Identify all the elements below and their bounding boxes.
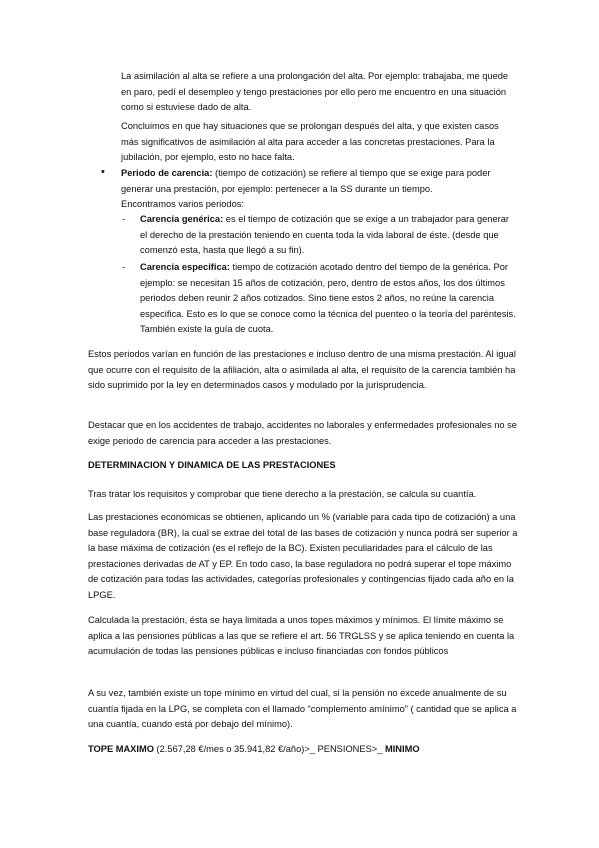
text-carencia-especifica: tiempo de cotización acotado dentro del tiempo de la genérica. Por ejemplo: se necesitan 15 años de cotización, pero, dentro de estos años, los dos últimos periodos deben reunir 2 años cotizados. Sino tiene estos 2 años, no reúne la carencia especifica. Esto es lo que se conoce como la técnica del puenteo o la teoría del paréntesis. También existe la guía de cuota.	[140, 262, 516, 335]
text-periodo-carencia: (tiempo de cotización) se refiere al tiempo que se exige para poder generar una prestación, por ejemplo: pertenecer a la SS durante un tiempo.	[121, 168, 491, 194]
paragraph-concluimos: Concluimos en que hay situaciones que se prolongan después del alta, y que existen casos más significativos de asimilación al alta para acceder a las concretas prestaciones. Para la jubilación, por ejemplo, esto no hace falta.	[121, 121, 499, 163]
tope-maximo-label: TOPE MAXIMO	[88, 744, 154, 754]
paragraph-asimilacion: La asimilación al alta se refiere a una prolongación del alta. Por ejemplo: trabajaba, me quede en paro, pedí el desempleo y tengo prestaciones por ello pero me encuentro en una situación como si estuviese dado de alta.	[121, 71, 509, 113]
paragraph-tope-minimo: A su vez, también existe un tope mínimo en virtud del cual, si la pensión no excede anualmente de su cuantía fijada en la LPG, se completa con el llamado “complemento amínimo” ( cantidad que se aplica a una cuantía, cuando está por debajo del mínimo).	[88, 688, 517, 730]
paragraph-tras: Tras tratar los requisitos y comprobar que tiene derecho a la prestación, se calcula su cuantía.	[88, 489, 477, 499]
final-line	[88, 742, 518, 758]
paragraph-encontramos: Encontramos varios periodos:	[121, 199, 244, 209]
paragraph-periodos: Estos periodos varían en función de las prestaciones e incluso dentro de una misma prestación. Al igual que ocurre con el requisito de la afiliación, alta o asimilada al alta, el requisito de la carencia también ha sido suprimido por la ley en determinados casos y modulado por la jurisprudencia.	[88, 349, 516, 391]
dash-marker: -	[122, 214, 126, 224]
section-heading: DETERMINACION Y DINAMICA DE LAS PRESTACIONES	[88, 460, 336, 470]
paragraph-calculada: Calculada la prestación, ésta se haya limitada a unos topes máximos y mínimos. El límite máximo se aplica a las pensiones públicas a las que se refiere el art. 56 TRGLSS y se aplica teniendo en cuenta la acumulación de todas las pensiones públicas e incluso financiadas con fondos públicos	[88, 615, 515, 657]
item-carencia-generica	[140, 212, 518, 259]
dash-marker: -	[122, 262, 126, 272]
term-carencia-generica: Carencia genérica:	[140, 214, 224, 224]
minimo-label: MINIMO	[384, 744, 420, 754]
paragraph-destacar: Destacar que en los accidentes de trabajo, accidentes no laborales y enfermedades profesionales no se exige periodo de carencia para acceder a las prestaciones.	[88, 420, 517, 446]
bullet-icon: •	[101, 166, 105, 178]
text-carencia-generica: es el tiempo de cotización que se exige a un trabajador para generar el derecho de la prestación teniendo en cuenta toda la vida laboral de éste. (desde que comenzó esta, hasta que llegó a su fin).	[140, 214, 510, 256]
paragraph-prestaciones-economicas: Las prestaciones económicas se obtienen, aplicando un % (variable para cada tipo de cotización) a una base reguladora (BR), la cual se extrae del total de las bases de cotización y nunca podrá ser superior a la base máxima de cotización (es el reflejo de la BC). Existen peculiaridades para el cálculo de las prestaciones derivadas de AT y EP. En todo caso, la base reguladora no podrá superar el tope máximo de cotización para todas las actividades, categorías profesionales y contingencias fijado cada año en la LPGE.	[88, 512, 518, 600]
term-carencia-especifica: Carencia especifica:	[140, 262, 230, 272]
paragraph-periodo-carencia	[121, 166, 518, 197]
item-carencia-especifica	[140, 260, 518, 338]
tope-cifras: (2.567,28 €/mes o 35.941,82 €/año)>_ PENSIONES>_	[153, 744, 385, 754]
term-periodo-carencia: Periodo de carencia:	[121, 168, 213, 178]
